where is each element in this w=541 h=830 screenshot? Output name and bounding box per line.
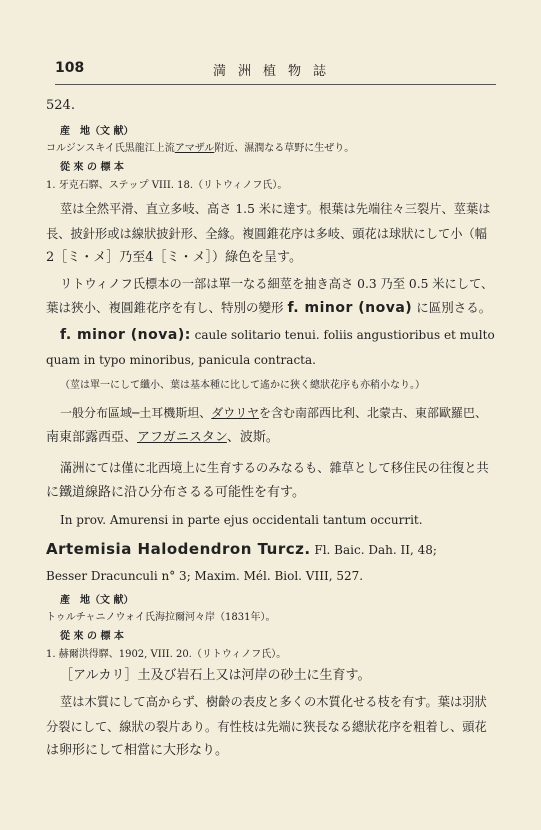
latin-diagnosis-line: quam in typo minoribus, panicula contracta.	[46, 353, 316, 367]
distribution-line: 一般分布區域─土耳機斯坦、ダウリヤを含む南部西比利、北蒙古、東部歐羅巴、	[60, 406, 488, 420]
paragraph-line: 分裂にして、線狀の裂片あり。有性枝は先端に狹長なる總狀花序を粗着し、頭花	[46, 720, 487, 734]
paragraph-line: リトウィノフ氏標本の一部は單一なる細莖を抽き高さ 0.3 乃至 0.5 米にして、	[60, 277, 494, 291]
section-heading-locality: 産 地（文 献）	[60, 126, 134, 137]
distribution-line: 南東部露西亞、アフガニスタン、波斯。	[46, 430, 279, 445]
paragraph-line: 莖は木質にして高からず、樹齡の表皮と多くの木質化せる枝を有す。葉は羽狀	[60, 695, 487, 709]
section-heading-locality: 產 地（文 献）	[60, 595, 134, 606]
citation-line: Besser Dracunculi n° 3; Maxim. Mél. Biol. VIII, 527.	[46, 569, 364, 583]
paragraph-line: ［アルカリ］土及び岩石上又は河岸の砂土に生育す。	[60, 668, 371, 683]
paragraph-line: 莖は全然平滑、直立多岐、高さ 1.5 米に達す。根葉は先端往々三裂片、莖葉は	[60, 202, 491, 216]
section-heading-specimens: 從 來 の 標 本	[60, 162, 124, 173]
latin-line: In prov. Amurensi in parte ejus occidentali tantum occurrit.	[60, 513, 423, 527]
paragraph-line: 葉は狹小、複圓錐花序を有し、特別の變形 f. minor (nova) に區別さる。	[46, 300, 492, 316]
paragraph-line: に鐵道線路に沿ひ分布さるる可能性を有す。	[46, 485, 305, 500]
section-heading-specimens: 從 來 の 標 本	[60, 631, 124, 642]
paragraph-line: 2［ミ・メ］乃至4［ミ・メ］）綠色を呈す。	[46, 250, 303, 265]
locality-line: トゥルチャニノウォイ氏海拉爾河々岸（1831年）。	[46, 612, 276, 623]
paragraph-line: 長、披針形或は線狀披針形、全緣。複圓錐花序は多岐、頭花は球狀にして小（幅	[46, 227, 487, 241]
locality-line: コルジンスキイ氏黒龍江上流アマザル附近、濕潤なる草野に生ぜり。	[46, 143, 355, 154]
paragraph-line: 滿洲にては僅に北西境上に生育するのみなるも、雜草として移住民の往復と共	[60, 461, 489, 475]
latin-diagnosis-line: f. minor (nova): caule solitario tenui. foliis angustioribus et multo	[60, 327, 495, 343]
specimen-line: 1. 牙克石驛、ステップ VIII. 18.（リトウィノフ氏）。	[46, 180, 288, 191]
paragraph-line: は卵形にして相當に大形なり。	[46, 743, 229, 758]
specimen-line: 1. 赫爾洪得驛、1902, VIII. 20.（リトウィノフ氏）。	[46, 649, 287, 660]
record-number: 524.	[46, 98, 75, 113]
running-title: 満洲植物誌	[212, 64, 338, 79]
translation-note: （莖は單一にして纖小、葉は基本種に比して遙かに狹く總狀花序も亦稍小なり。）	[60, 380, 425, 391]
body-text	[46, 0, 495, 830]
page-number: 108	[55, 60, 85, 76]
species-heading: Artemisia Halodendron Turcz. Fl. Baic. Dah. II, 48;	[46, 540, 437, 558]
